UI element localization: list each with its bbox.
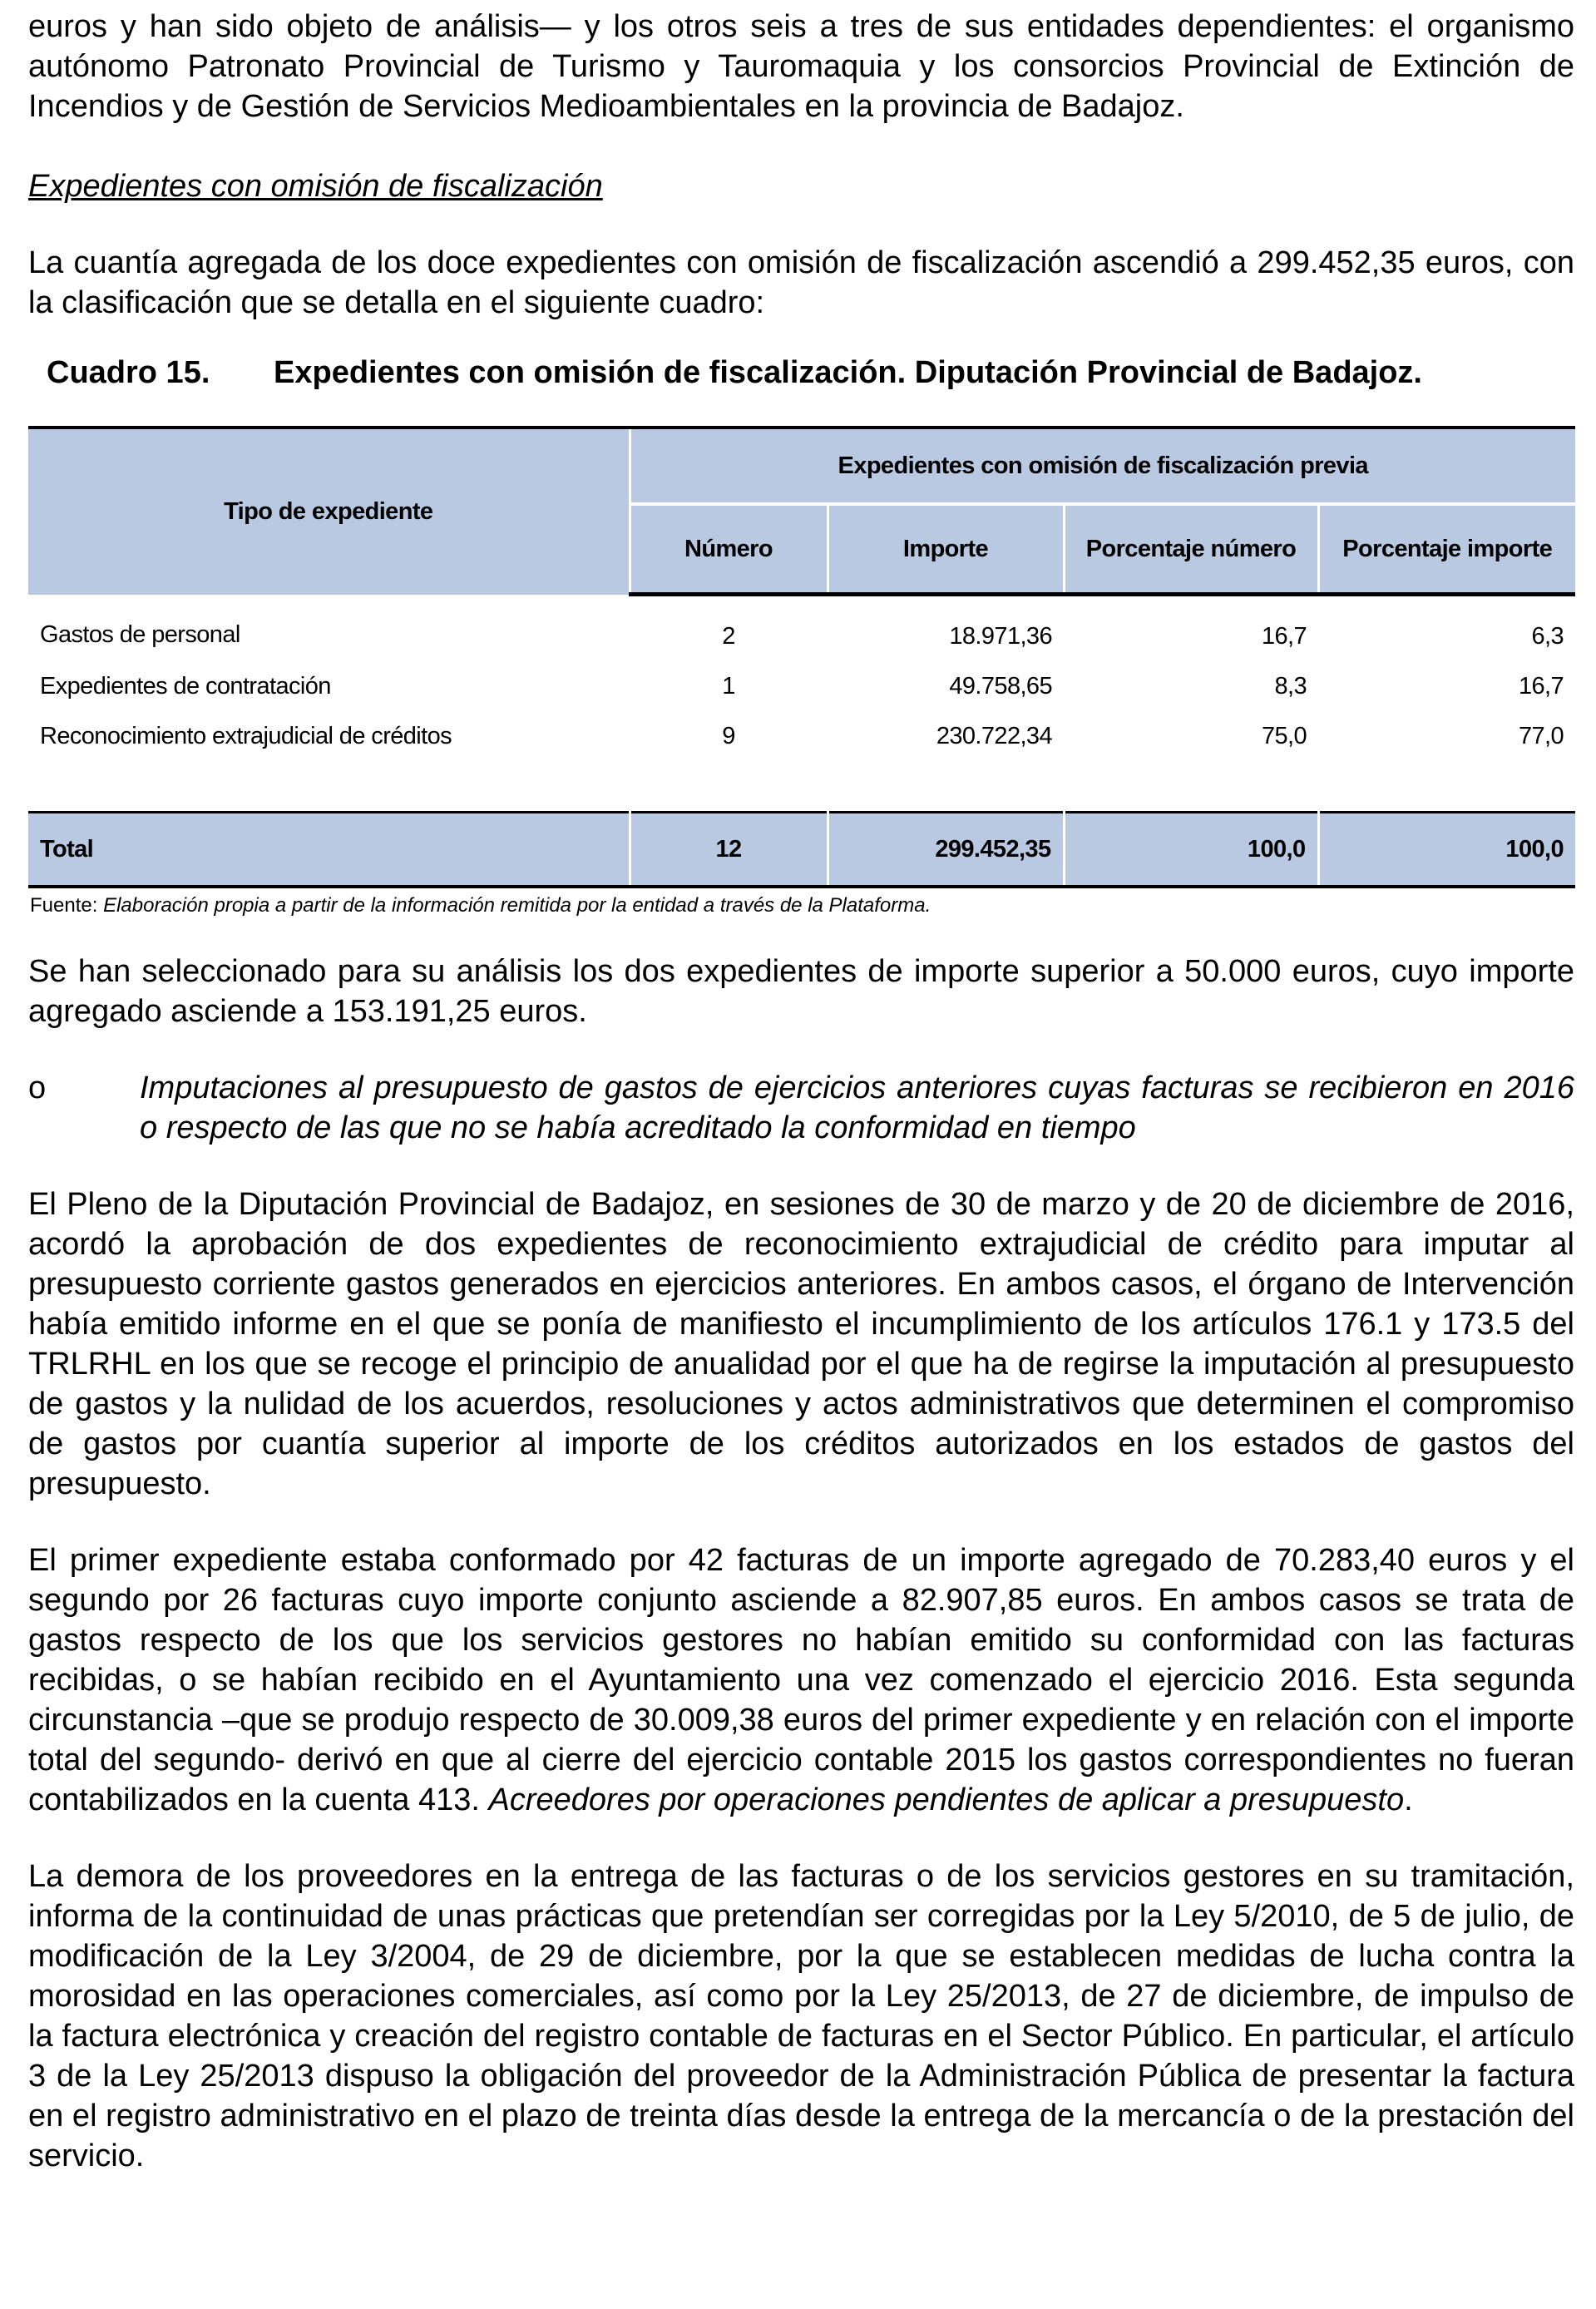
table-caption <box>28 353 1574 393</box>
header-pct-importe: Porcentaje importe <box>1318 504 1575 595</box>
p5-main-text: El primer expediente estaba conformado por 42 facturas de un importe agregado de 70.283,40 euros y el segundo por 26 facturas cuyo importe conjunto asciende a 82.907,85 euros. En ambos casos se trata de gastos respecto de los que los servicios gestores no habían emitido su conformidad con las facturas recibidas, o se habían recibido en el Ayuntamiento una vez comenzado el ejercicio 2016. Esta segunda circunstancia –que se produjo respecto de 30.009,38 euros del primer expediente y en relación con el importe total del segundo- derivó en que al cierre del ejercicio contable 2015 los gastos correspondientes no fueran contabilizados en la cuenta 413. <box>28 1543 1574 1817</box>
cell-total-label: Total <box>28 813 630 888</box>
cell-tipo: Gastos de personal <box>40 621 240 649</box>
paragraph-cuantia: La cuantía agregada de los doce expedientes con omisión de fiscalización ascendió a 299.452,35 euros, con la clasificación que se detalla en el siguiente cuadro: <box>28 245 1574 320</box>
cell-importe: 49.758,65 <box>949 672 1052 700</box>
header-pct-numero: Porcentaje número <box>1064 504 1318 595</box>
bullet-item <box>28 1068 1574 1148</box>
cell-pct-importe: 16,7 <box>1518 672 1564 700</box>
bullet-marker: o <box>28 1070 47 1105</box>
p5-italic-text: Acreedores por operaciones pendientes de aplicar a presupuesto <box>488 1782 1405 1817</box>
cell-total-pct-numero: 100,0 <box>1064 813 1318 888</box>
cell-pct-numero: 8,3 <box>1274 672 1307 700</box>
caption-title: Expedientes con omisión de fiscalización. Diputación Provincial de Badajoz. <box>274 355 1422 390</box>
cell-pct-importe: 6,3 <box>1531 622 1564 650</box>
paragraph-demora: La demora de los proveedores en la entrega de las facturas o de los servicios gestores en su tramitación, informa de la continuidad de unas prácticas que pretendían ser corregidas por la Ley 5/2010, de 5 de julio, de modificación de la Ley 3/2004, de 29 de diciembre, por la que se establecen medidas de lucha contra la morosidad en las operaciones comerciales, así como por la Ley 25/2013, de 27 de diciembre, de impulso de la factura electrónica y creación del registro contable de facturas en el Sector Público. En particular, el artículo 3 de la Ley 25/2013 dispuso la obligación del proveedor de la Administración Pública de presentar la factura en el registro administrativo en el plazo de treinta días desde la entrega de la mercancía o de la prestación del servicio. <box>28 1859 1574 2173</box>
table-row <box>28 711 1575 761</box>
cell-numero: 2 <box>722 622 735 650</box>
expedientes-table <box>28 426 1575 888</box>
cell-total-numero: 12 <box>630 813 828 888</box>
source-label: Fuente: <box>30 894 98 917</box>
caption-number: Cuadro 15. <box>47 355 210 390</box>
cell-total-importe: 299.452,35 <box>828 813 1064 888</box>
header-group: Expedientes con omisión de fiscalización previa <box>630 428 1575 504</box>
table-source <box>28 892 1574 920</box>
paragraph-primer-expediente <box>28 1540 1574 1820</box>
paragraph-intro: euros y han sido objeto de análisis— y los otros seis a tres de sus entidades dependientes: el organismo autónomo Patronato Provincial de Turismo y Tauromaquia y los consorcios Provincial de Extinción de Incendios y de Gestión de Servicios Medioambientales en la provincia de Badajoz. <box>28 9 1574 124</box>
cell-pct-numero: 16,7 <box>1261 622 1307 650</box>
paragraph-seleccion: Se han seleccionado para su análisis los dos expedientes de importe superior a 50.000 euros, cuyo importe agregado asciende a 153.191,25 euros. <box>28 954 1574 1029</box>
cell-tipo: Reconocimiento extrajudicial de créditos <box>40 722 452 749</box>
cell-numero: 1 <box>722 672 735 700</box>
cell-importe: 18.971,36 <box>949 622 1052 650</box>
source-text: Elaboración propia a partir de la información remitida por la entidad a través de la Plataforma. <box>103 894 931 917</box>
p5-end-text: . <box>1404 1782 1413 1817</box>
cell-numero: 9 <box>722 722 735 749</box>
paragraph-pleno: El Pleno de la Diputación Provincial de Badajoz, en sesiones de 30 de marzo y de 20 de diciembre de 2016, acordó la aprobación de dos expedientes de reconocimiento extrajudicial de crédito para imputar al presupuesto corriente gastos generados en ejercicios anteriores. En ambos casos, el órgano de Intervención había emitido informe en el que se ponía de manifiesto el incumplimiento de los artículos 176.1 y 173.5 del TRLRHL en los que se recoge el principio de anualidad por el que ha de regirse la imputación al presupuesto de gastos y la nulidad de los acuerdos, resoluciones y actos administrativos que determinen el compromiso de gastos por cuantía superior al importe de los créditos autorizados en los estados de gastos del presupuesto. <box>28 1187 1574 1501</box>
cell-total-pct-importe: 100,0 <box>1318 813 1575 888</box>
table-row-total <box>28 813 1575 888</box>
header-tipo: Tipo de expediente <box>28 428 630 595</box>
bullet-text: Imputaciones al presupuesto de gastos de ejercicios anteriores cuyas facturas se recibieron en 2016 o respecto de las que no se había acreditado la conformidad en tiempo <box>140 1070 1574 1145</box>
cell-pct-numero: 75,0 <box>1261 722 1307 749</box>
cell-importe: 230.722,34 <box>936 722 1052 749</box>
section-subheading: Expedientes con omisión de fiscalización <box>28 169 603 204</box>
cell-pct-importe: 77,0 <box>1518 722 1564 749</box>
cell-tipo: Expedientes de contratación <box>40 672 331 700</box>
header-numero: Número <box>630 504 828 595</box>
table-row <box>28 661 1575 711</box>
header-importe: Importe <box>828 504 1064 595</box>
table-row <box>28 595 1575 662</box>
